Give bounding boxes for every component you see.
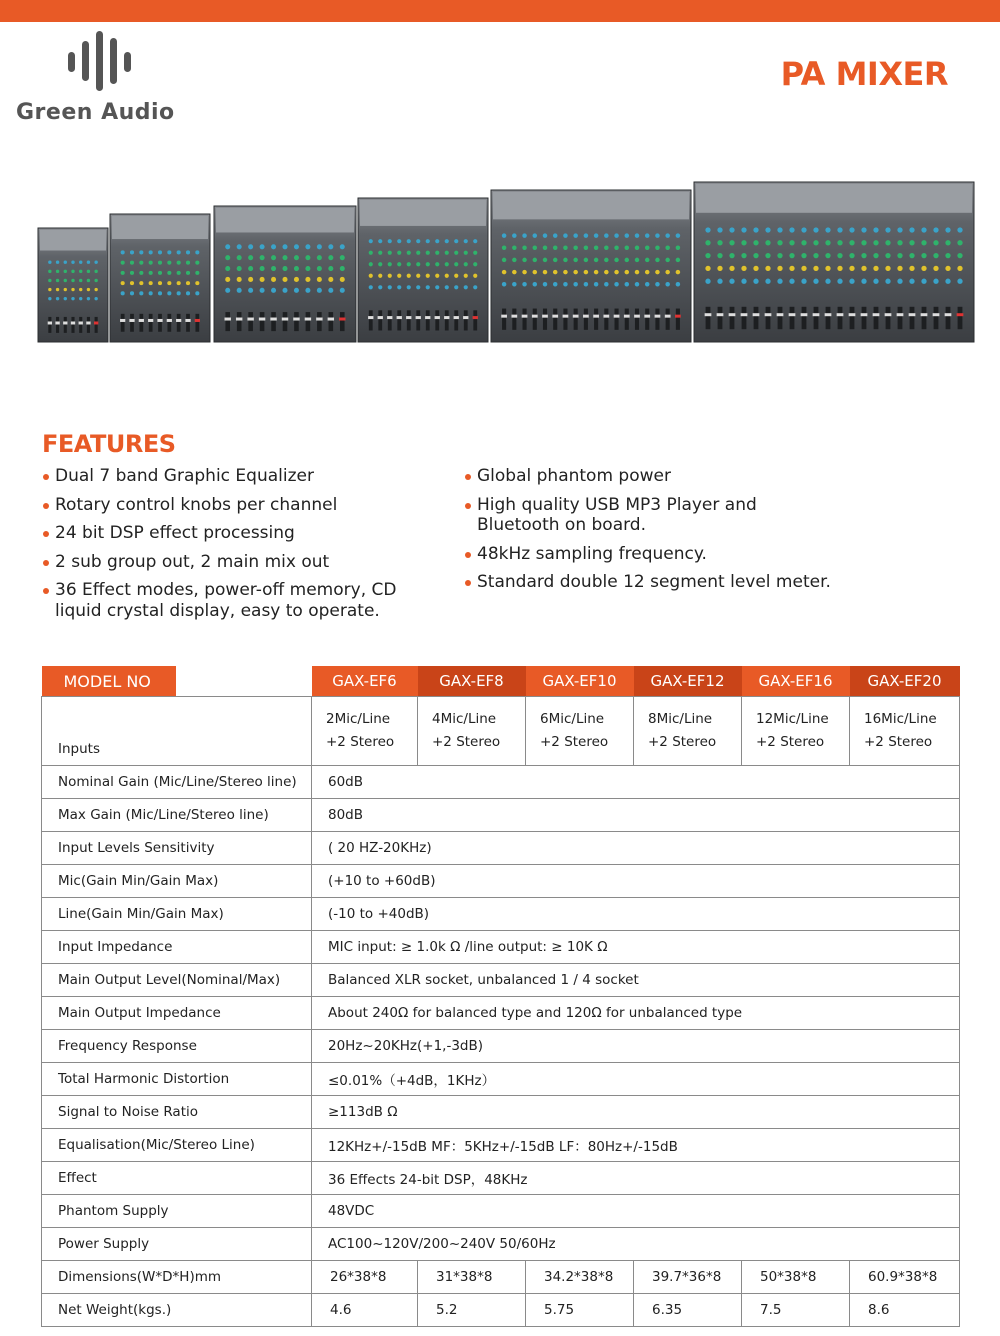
row-label: Power Supply — [42, 1228, 312, 1261]
brand-logo — [16, 28, 186, 124]
mixer-unit — [214, 206, 356, 342]
row-label: Net Weight(kgs.) — [42, 1294, 312, 1327]
row-label: Input Levels Sensitivity — [42, 832, 312, 865]
table-cell: 7.5 — [742, 1294, 850, 1327]
model-header: GAX-EF16 — [742, 666, 850, 697]
row-label: Inputs — [42, 697, 312, 766]
table-cell: 4Mic/Line +2 Stereo — [418, 697, 526, 766]
product-lineup-image — [36, 180, 976, 345]
mixer-unit — [38, 228, 108, 342]
row-label: Phantom Supply — [42, 1195, 312, 1228]
table-cell: 12Mic/Line +2 Stereo — [742, 697, 850, 766]
feature-item: 36 Effect modes, power-off memory, CD liquid crystal display, easy to operate. — [42, 580, 412, 621]
table-cell: 6.35 — [634, 1294, 742, 1327]
row-label: Signal to Noise Ratio — [42, 1096, 312, 1129]
spec-table — [41, 666, 960, 1327]
sound-wave-bars-icon — [66, 28, 146, 94]
row-label: Equalisation(Mic/Stereo Line) — [42, 1129, 312, 1162]
table-row — [42, 766, 960, 799]
row-value: 48VDC — [312, 1195, 960, 1228]
row-value: 60dB — [312, 766, 960, 799]
feature-item: Standard double 12 segment level meter. — [464, 572, 834, 593]
mixer-unit — [358, 198, 488, 342]
table-row — [42, 1030, 960, 1063]
row-label: Max Gain (Mic/Line/Stereo line) — [42, 799, 312, 832]
row-label: Input Impedance — [42, 931, 312, 964]
row-value: ≥113dB Ω — [312, 1096, 960, 1129]
row-label: Frequency Response — [42, 1030, 312, 1063]
table-row — [42, 1261, 960, 1294]
row-label: Mic(Gain Min/Gain Max) — [42, 865, 312, 898]
mixer-unit — [110, 214, 210, 342]
table-row — [42, 799, 960, 832]
table-row — [42, 898, 960, 931]
row-label: Main Output Level(Nominal/Max) — [42, 964, 312, 997]
table-row — [42, 865, 960, 898]
row-value: MIC input: ≥ 1.0k Ω /line output: ≥ 10K Ω — [312, 931, 960, 964]
row-value: 12KHz+/-15dB MF：5KHz+/-15dB LF：80Hz+/-15dB — [312, 1129, 960, 1162]
table-row — [42, 964, 960, 997]
table-row — [42, 1063, 960, 1096]
table-cell: 4.6 — [312, 1294, 418, 1327]
table-row — [42, 697, 960, 766]
row-value: 36 Effects 24-bit DSP，48KHz — [312, 1162, 960, 1195]
page-title: PA MIXER — [780, 55, 948, 93]
row-value: Balanced XLR socket, unbalanced 1 / 4 socket — [312, 964, 960, 997]
features-list-left — [42, 466, 412, 629]
table-row — [42, 1195, 960, 1228]
feature-item: High quality USB MP3 Player and Bluetooth on board. — [464, 495, 834, 536]
table-cell: 8.6 — [850, 1294, 960, 1327]
row-label: Line(Gain Min/Gain Max) — [42, 898, 312, 931]
mixer-unit — [694, 182, 974, 342]
table-cell: 16Mic/Line +2 Stereo — [850, 697, 960, 766]
feature-item: 24 bit DSP effect processing — [42, 523, 412, 544]
features-title: FEATURES — [42, 430, 176, 458]
row-label: Main Output Impedance — [42, 997, 312, 1030]
table-row — [42, 1096, 960, 1129]
feature-item: Dual 7 band Graphic Equalizer — [42, 466, 412, 487]
model-header: GAX-EF12 — [634, 666, 742, 697]
table-row — [42, 997, 960, 1030]
table-cell: 60.9*38*8 — [850, 1261, 960, 1294]
table-row — [42, 931, 960, 964]
table-row — [42, 1294, 960, 1327]
row-value: ( 20 HZ-20KHz) — [312, 832, 960, 865]
table-cell: 31*38*8 — [418, 1261, 526, 1294]
header-spacer — [176, 666, 312, 697]
table-row — [42, 1162, 960, 1195]
model-header: GAX-EF8 — [418, 666, 526, 697]
model-header: GAX-EF6 — [312, 666, 418, 697]
top-accent-bar — [0, 0, 1000, 22]
row-value: (+10 to +60dB) — [312, 865, 960, 898]
table-cell: 5.2 — [418, 1294, 526, 1327]
row-label: Dimensions(W*D*H)mm — [42, 1261, 312, 1294]
feature-item: 48kHz sampling frequency. — [464, 544, 834, 565]
table-cell: 8Mic/Line +2 Stereo — [634, 697, 742, 766]
row-value: 80dB — [312, 799, 960, 832]
mixer-unit — [491, 190, 691, 342]
feature-item: Rotary control knobs per channel — [42, 495, 412, 516]
features-list-right — [464, 466, 834, 601]
model-header: GAX-EF10 — [526, 666, 634, 697]
row-value: (-10 to +40dB) — [312, 898, 960, 931]
model-no-header: MODEL NO — [42, 666, 176, 697]
row-label: Total Harmonic Distortion — [42, 1063, 312, 1096]
table-cell: 2Mic/Line +2 Stereo — [312, 697, 418, 766]
feature-item: 2 sub group out, 2 main mix out — [42, 552, 412, 573]
table-row — [42, 1228, 960, 1261]
row-label: Nominal Gain (Mic/Line/Stereo line) — [42, 766, 312, 799]
spec-header-row — [42, 666, 960, 697]
table-cell: 5.75 — [526, 1294, 634, 1327]
table-cell: 26*38*8 — [312, 1261, 418, 1294]
row-value: About 240Ω for balanced type and 120Ω for unbalanced type — [312, 997, 960, 1030]
row-value: ≤0.01%（+4dB，1KHz） — [312, 1063, 960, 1096]
row-label: Effect — [42, 1162, 312, 1195]
row-value: 20Hz~20KHz(+1,-3dB) — [312, 1030, 960, 1063]
table-cell: 50*38*8 — [742, 1261, 850, 1294]
feature-item: Global phantom power — [464, 466, 834, 487]
table-cell: 6Mic/Line +2 Stereo — [526, 697, 634, 766]
model-header: GAX-EF20 — [850, 666, 960, 697]
brand-name: Green Audio — [16, 100, 175, 125]
row-value: AC100~120V/200~240V 50/60Hz — [312, 1228, 960, 1261]
table-cell: 39.7*36*8 — [634, 1261, 742, 1294]
table-cell: 34.2*38*8 — [526, 1261, 634, 1294]
table-row — [42, 832, 960, 865]
table-row — [42, 1129, 960, 1162]
